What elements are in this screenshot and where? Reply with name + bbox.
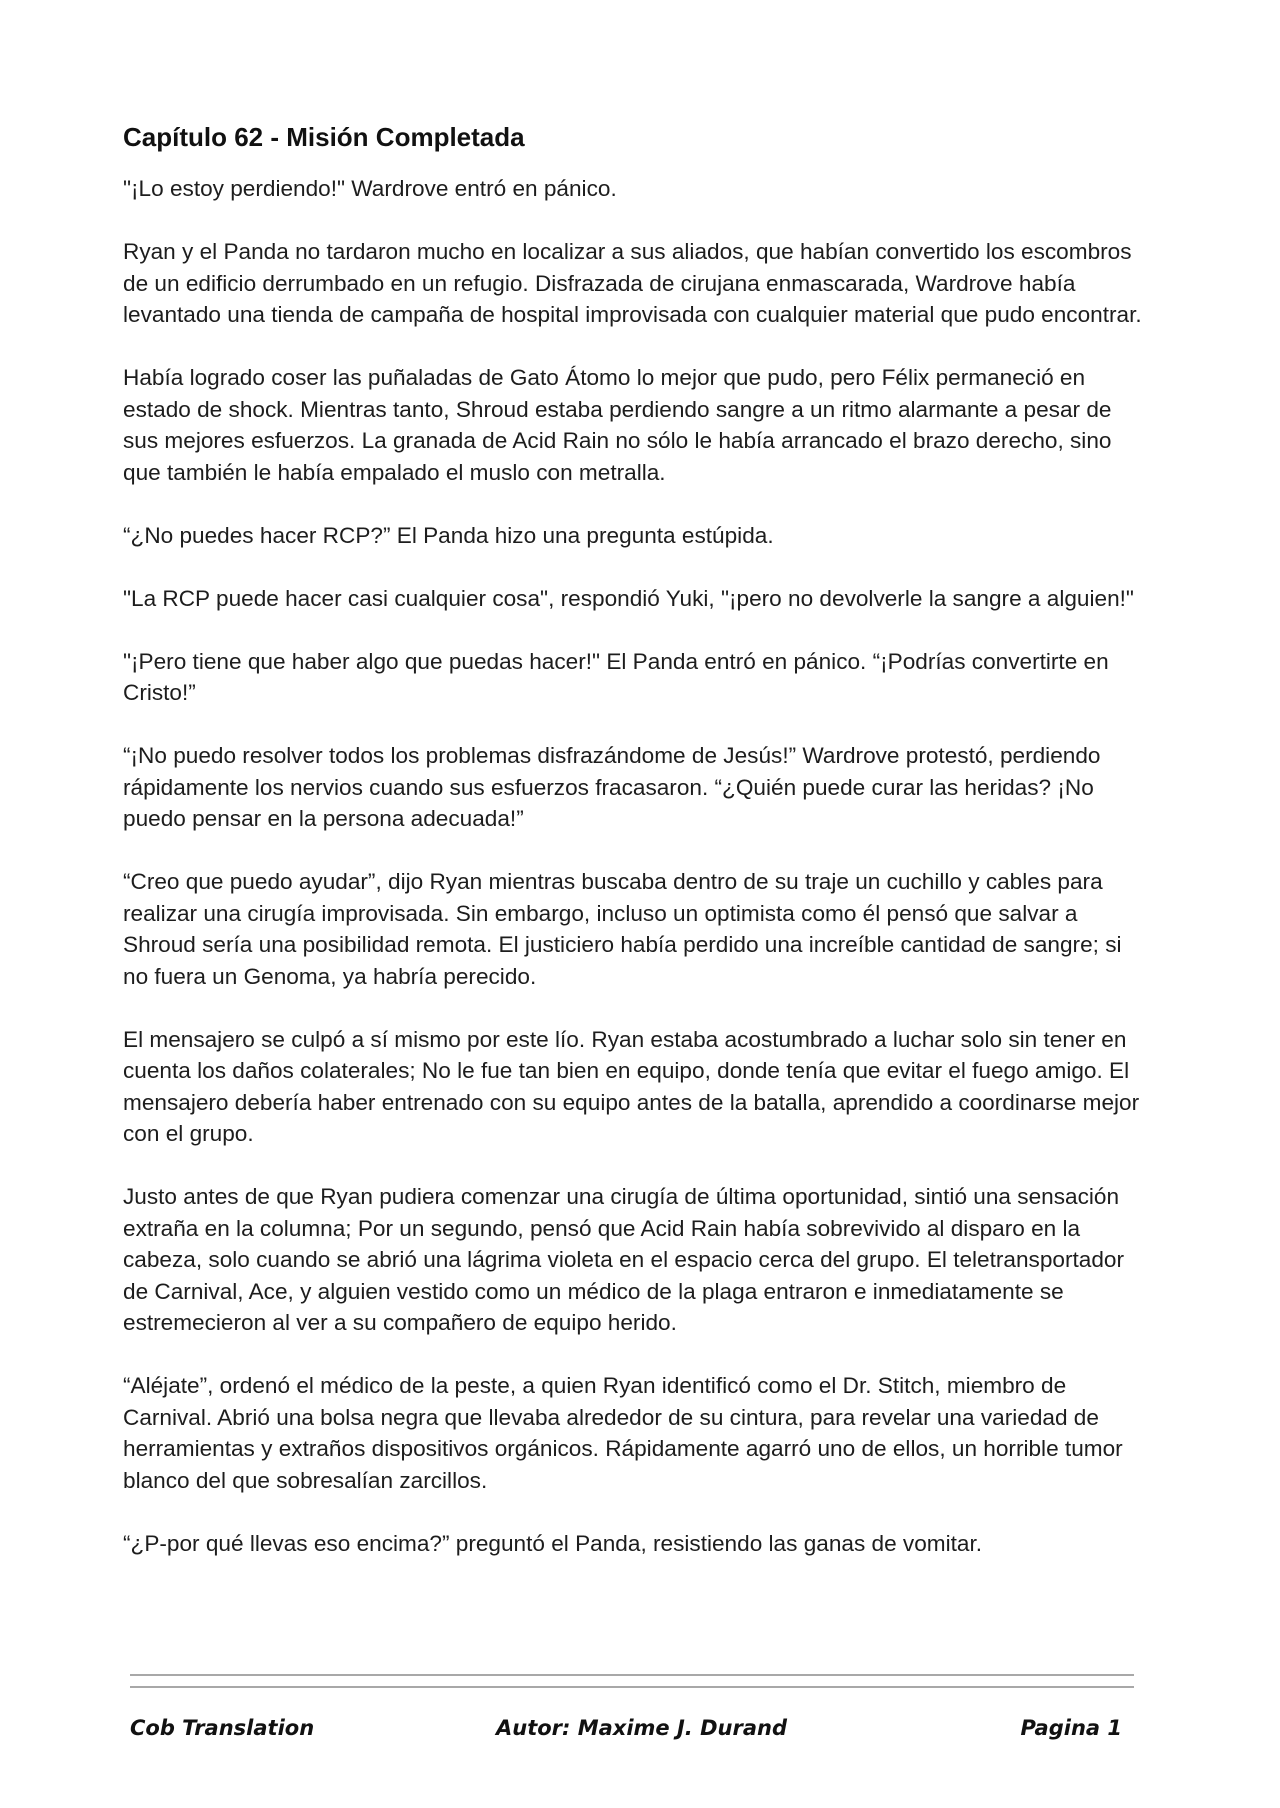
paragraph: “Creo que puedo ayudar”, dijo Ryan mientras buscaba dentro de su traje un cuchillo y cables para realizar una cirugía improvisada. Sin embargo, incluso un optimista como él pensó que salvar a Shroud sería una posibilidad remota. El justiciero había perdido una increíble cantidad de sangre; si no fuera un Genoma, ya habría perecido. (123, 869, 1122, 989)
paragraph: Justo antes de que Ryan pudiera comenzar una cirugía de última oportunidad, sintió una sensación extraña en la columna; Por un segundo, pensó que Acid Rain había sobrevivido al disparo en la cabeza, solo cuando se abrió una lágrima violeta en el espacio cerca del grupo. El teletransportador de Carnival, Ace, y alguien vestido como un médico de la plaga entraron e inmediatamente se estremecieron al ver a su compañero de equipo herido. (123, 1184, 1125, 1335)
paragraph: El mensajero se culpó a sí mismo por este lío. Ryan estaba acostumbrado a luchar solo sin tener en cuenta los daños colaterales; No le fue tan bien en equipo, donde tenía que evitar el fuego amigo. El mensajero debería haber entrenado con su equipo antes de la batalla, aprendido a coordinarse mejor con el grupo. (123, 1026, 1140, 1146)
paragraph: Había logrado coser las puñaladas de Gato Átomo lo mejor que pudo, pero Félix permaneció en estado de shock. Mientras tanto, Shroud estaba perdiendo sangre a un ritmo alarmante a pesar de sus mejores esfuerzos. La granada de Acid Rain no sólo le había arrancado el brazo derecho, sino que también le había empalado el muslo con metralla. (123, 365, 1112, 485)
paragraph: “¿No puedes hacer RCP?” El Panda hizo una pregunta estúpida. (123, 522, 774, 548)
paragraph: “¿P-por qué llevas eso encima?” preguntó el Panda, resistiendo las ganas de vomitar. (123, 1530, 983, 1556)
footer-author: Autor: Maxime J. Durand (496, 1716, 787, 1740)
paragraph: "La RCP puede hacer casi cualquier cosa", respondió Yuki, "¡pero no devolverle la sangre a alguien!" (123, 585, 1134, 611)
footer-divider-top (130, 1674, 1134, 1676)
page-footer (130, 1716, 1134, 1746)
chapter-title: Capítulo 62 - Misión Completada (123, 122, 525, 152)
paragraph: “Aléjate”, ordenó el médico de la peste, a quien Ryan identificó como el Dr. Stitch, miembro de Carnival. Abrió una bolsa negra que llevaba alrededor de su cintura, para revelar una variedad de herramientas y extraños dispositivos orgánicos. Rápidamente agarró uno de ellos, un horrible tumor blanco del que sobresalían zarcillos. (123, 1373, 1123, 1493)
paragraph: “¡No puedo resolver todos los problemas disfrazándome de Jesús!” Wardrove protestó, perdiendo rápidamente los nervios cuando sus esfuerzos fracasaron. “¿Quién puede curar las heridas? ¡No puedo pensar en la persona adecuada!” (123, 743, 1101, 831)
footer-page-number: Pagina 1 (1020, 1716, 1122, 1740)
paragraph: "¡Lo estoy perdiendo!" Wardrove entró en pánico. (123, 176, 617, 201)
document-body (123, 120, 1143, 1591)
paragraph: "¡Pero tiene que haber algo que puedas hacer!" El Panda entró en pánico. “¡Podrías convertirte en Cristo!” (123, 648, 1109, 705)
footer-divider-bottom (130, 1686, 1134, 1688)
paragraph: Ryan y el Panda no tardaron mucho en localizar a sus aliados, que habían convertido los escombros de un edificio derrumbado en un refugio. Disfrazada de cirujana enmascarada, Wardrove había levantado una tienda de campaña de hospital improvisada con cualquier material que pudo encontrar. (123, 239, 1142, 327)
footer-translator: Cob Translation (130, 1716, 315, 1740)
